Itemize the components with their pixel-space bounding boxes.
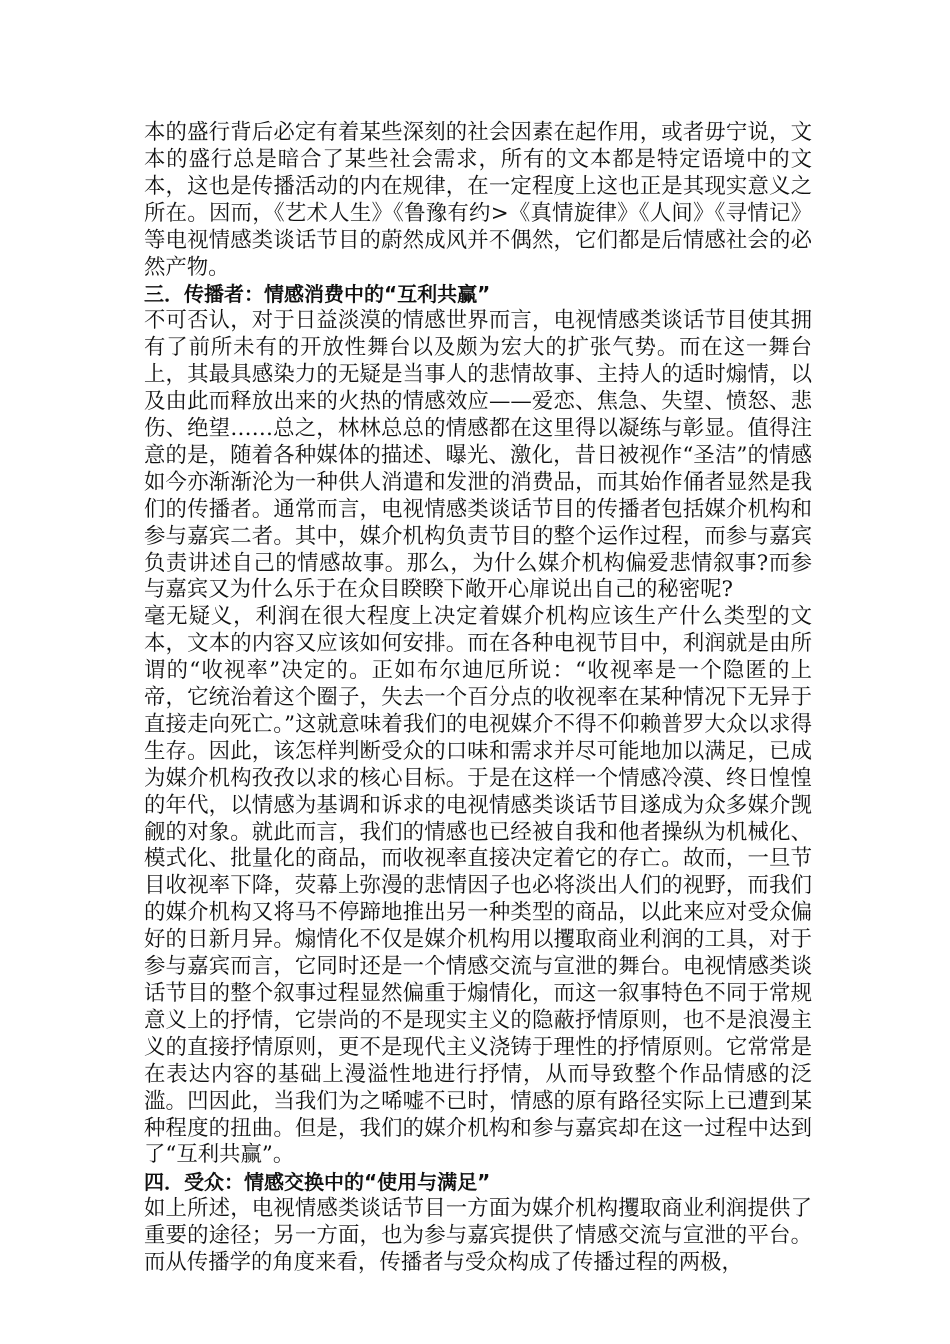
paragraph-intro: 本的盛行背后必定有着某些深刻的社会因素在起作用，或者毋宁说，文本的盛行总是暗合了某些社会需求，所有的文本都是特定语境中的文本，这也是传播活动的内在规律，在一定程度上这也正是其现实意义之所在。因而，《艺术人生》《鲁豫有约>《真情旋律》《人间》《寻情记》等电视情感类谈话节目的蔚然成风并不偶然，它们都是后情感社会的必然产物。	[144, 120, 812, 280]
paragraph-audience: 如上所述，电视情感类谈话节目一方面为媒介机构攫取商业利润提供了重要的途径；另一方面，也为参与嘉宾提供了情感交流与宣泄的平台。而从传播学的角度来看，传播者与受众构成了传播过程的两极，	[144, 1196, 812, 1276]
document-body	[144, 120, 812, 1277]
section-heading-4: 四．受众：情感交换中的“使用与满足”	[144, 1170, 491, 1195]
section-heading-3: 三．传播者：情感消费中的“互利共赢”	[144, 282, 491, 307]
paragraph-communicator: 不可否认，对于日益淡漠的情感世界而言，电视情感类谈话节目使其拥有了前所未有的开放性舞台以及颇为宏大的扩张气势。而在这一舞台上，其最具感染力的无疑是当事人的悲情故事、主持人的适时煽情，以及由此而释放出来的火热的情感效应——爱恋、焦急、失望、愤怒、悲伤、绝望……总之，林林总总的情感都在这里得以凝练与彰显。值得注意的是，随着各种媒体的描述、曝光、激化，昔日被视作“圣洁”的情感如今亦渐渐沦为一种供人消遣和发泄的消费品，而其始作俑者显然是我们的传播者。通常而言，电视情感类谈话节目的传播者包括媒介机构和参与嘉宾二者。其中，媒介机构负责节目的整个运作过程，而参与嘉宾负责讲述自己的情感故事。那么，为什么媒介机构偏爱悲情叙事?而参与嘉宾又为什么乐于在众目睽睽下敞开心扉说出自己的秘密呢?	[144, 308, 812, 603]
paragraph-ratings: 毫无疑义，利润在很大程度上决定着媒介机构应该生产什么类型的文本，文本的内容又应该如何安排。而在各种电视节目中，利润就是由所谓的“收视率”决定的。正如布尔迪厄所说：“收视率是一个隐匿的上帝，它统治着这个圈子，失去一个百分点的收视率在某种情况下无异于直接走向死亡。”这就意味着我们的电视媒介不得不仰赖普罗大众以求得生存。因此，该怎样判断受众的口味和需求并尽可能地加以满足，已成为媒介机构孜孜以求的核心目标。于是在这样一个情感冷漠、终日惶惶的年代，以情感为基调和诉求的电视情感类谈话节目遂成为众多媒介觊觎的对象。就此而言，我们的情感也已经被自我和他者操纵为机械化、模式化、批量化的商品，而收视率直接决定着它的存亡。故而，一旦节目收视率下降，荧幕上弥漫的悲情因子也必将淡出人们的视野，而我们的媒介机构又将马不停蹄地推出另一种类型的商品，以此来应对受众偏好的日新月异。煽情化不仅是媒介机构用以攫取商业利润的工具，对于参与嘉宾而言，它同时还是一个情感交流与宣泄的舞台。电视情感类谈话节目的整个叙事过程显然偏重于煽情化，而这一叙事特色不同于常规意义上的抒情，它崇尚的不是现实主义的隐蔽抒情原则，也不是浪漫主义的直接抒情原则，更不是现代主义浇铸于理性的抒情原则。它常常是在表达内容的基础上漫溢性地进行抒情，从而导致整个作品情感的泛滥。凹因此，当我们为之唏嘘不已时，情感的原有路径实际上已遭到某种程度的扭曲。但是，我们的媒介机构和参与嘉宾却在这一过程中达到了“互利共赢”。	[144, 604, 812, 1168]
